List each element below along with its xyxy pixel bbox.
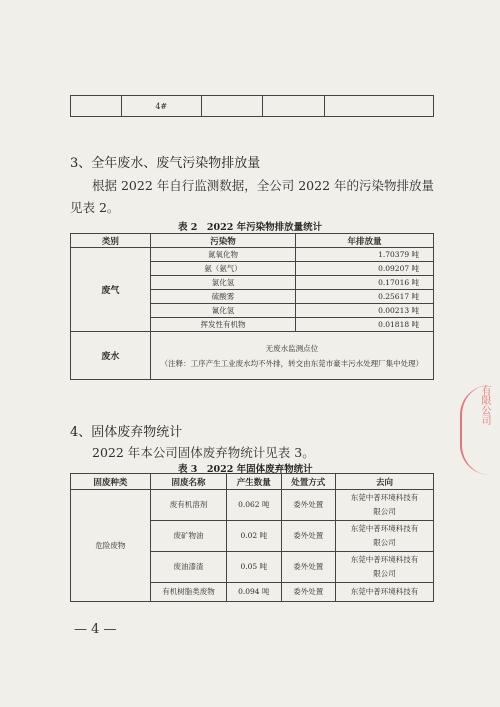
disposal-method-cell: 委外处置 [281, 552, 335, 583]
column-header: 固废种类 [71, 474, 151, 490]
destination-cell: 东莞中普环境科技有 限公司 [335, 490, 433, 521]
waste-name-cell: 废矿物油 [150, 521, 226, 552]
column-header: 年排放量 [296, 234, 434, 248]
disposal-method-cell: 委外处置 [281, 521, 335, 552]
waste-category-cell: 危险废物 [71, 490, 151, 602]
amount-cell: 0.09207 吨 [296, 262, 434, 276]
table-header-row [71, 474, 434, 490]
waste-name-cell: 废有机溶剂 [150, 490, 226, 521]
emissions-table [70, 233, 434, 380]
continued-table [70, 95, 434, 117]
pollutant-cell: 氯化氢 [150, 276, 295, 290]
destination-cell: 东莞中普环境科技有 限公司 [335, 521, 433, 552]
destination-cell: 东莞中普环境科技有 [335, 583, 433, 602]
amount-cell: 0.17016 吨 [296, 276, 434, 290]
column-header: 污染物 [150, 234, 295, 248]
water-note-line1: 无废水监测点位 [265, 343, 319, 353]
section3-paragraph-line2: 见表 2。 [70, 200, 120, 215]
table-cell: 4# [121, 96, 201, 117]
waste-quantity-cell: 0.062 吨 [227, 490, 281, 521]
waste-quantity-cell: 0.05 吨 [227, 552, 281, 583]
table3-caption: 表 3 2022 年固体废弃物统计 [178, 464, 313, 475]
category-cell: 废气 [71, 248, 151, 332]
destination-cell: 东莞中普环境科技有 限公司 [335, 552, 433, 583]
amount-cell: 0.00213 吨 [296, 304, 434, 318]
waste-name-cell: 有机树脂类废物 [150, 583, 226, 602]
waste-quantity-cell: 0.094 吨 [227, 583, 281, 602]
column-header: 处置方式 [281, 474, 335, 490]
amount-cell: 0.01818 吨 [296, 318, 434, 332]
table-row [71, 490, 434, 521]
pollutant-cell: 氨（氨气） [150, 262, 295, 276]
column-header: 产生数量 [227, 474, 281, 490]
pollutant-cell: 挥发性有机物 [150, 318, 295, 332]
section3-paragraph-line1: 根据 2022 年自行监测数据，全公司 2022 年的污染物排放量 [92, 178, 435, 193]
disposal-method-cell: 委外处置 [281, 583, 335, 602]
category-cell: 废水 [71, 332, 151, 380]
table-row [71, 332, 434, 380]
disposal-method-cell: 委外处置 [281, 490, 335, 521]
table-header-row [71, 234, 434, 248]
section4-heading: 4、固体废弃物统计 [70, 425, 183, 440]
water-note-cell [150, 332, 433, 380]
amount-cell: 1.70379 吨 [296, 248, 434, 262]
page-number: — 4 — [74, 622, 117, 637]
company-seal-stamp: 有限公司 [460, 385, 492, 475]
column-header: 类别 [71, 234, 151, 248]
waste-name-cell: 废油漆渣 [150, 552, 226, 583]
table2-caption: 表 2 2022 年污染物排放量统计 [178, 222, 323, 233]
solid-waste-table [70, 473, 434, 602]
column-header: 固废名称 [150, 474, 226, 490]
column-header: 去向 [335, 474, 433, 490]
pollutant-cell: 硫酸雾 [150, 290, 295, 304]
pollutant-cell: 氰化氢 [150, 304, 295, 318]
section4-paragraph: 2022 年本公司固体废弃物统计见表 3。 [92, 445, 315, 460]
pollutant-cell: 氮氧化物 [150, 248, 295, 262]
waste-quantity-cell: 0.02 吨 [227, 521, 281, 552]
amount-cell: 0.25617 吨 [296, 290, 434, 304]
water-note-line2: （注释：工序产生工业废水均不外排，转交由东莞市豪丰污水处理厂集中处理） [160, 358, 424, 368]
section3-heading: 3、全年废水、废气污染物排放量 [70, 156, 261, 171]
table-row [71, 248, 434, 262]
